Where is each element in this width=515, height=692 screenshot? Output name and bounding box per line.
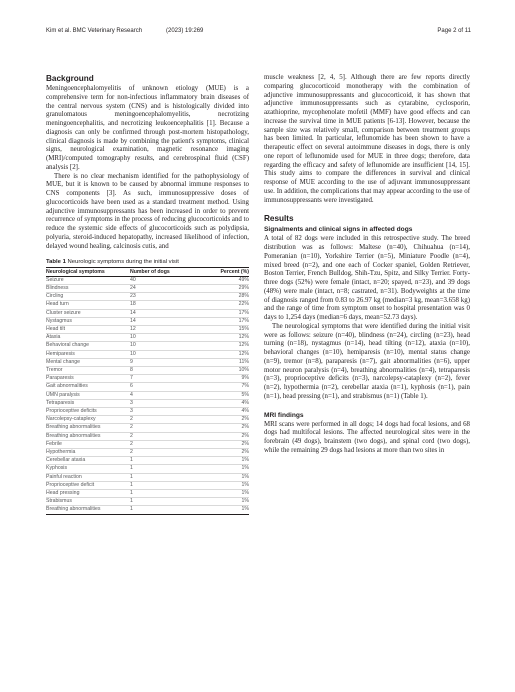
table-header-count: Number of dogs <box>130 268 208 277</box>
symptom-cell: Cerebellar ataxia <box>46 457 130 465</box>
count-cell: 40 <box>130 276 208 284</box>
symptom-cell: UMN paralysis <box>46 391 130 399</box>
table-row <box>46 506 249 514</box>
count-cell: 7 <box>130 375 208 383</box>
symptom-cell: Mental change <box>46 358 130 366</box>
table-row <box>46 391 249 399</box>
count-cell: 12 <box>130 325 208 333</box>
percent-cell: 28% <box>208 293 249 301</box>
table-header-symptoms: Neurological symptoms <box>46 268 130 277</box>
table-row <box>46 457 249 465</box>
symptom-cell: Behavioral change <box>46 342 130 350</box>
symptom-cell: Head pressing <box>46 490 130 498</box>
percent-cell: 17% <box>208 317 249 325</box>
count-cell: 14 <box>130 317 208 325</box>
count-cell: 23 <box>130 293 208 301</box>
percent-cell: 1% <box>208 457 249 465</box>
symptom-cell: Gait abnormalities <box>46 383 130 391</box>
count-cell: 10 <box>130 342 208 350</box>
symptom-cell: Paraparesis <box>46 375 130 383</box>
symptom-cell: Nystagmus <box>46 317 130 325</box>
running-header <box>46 28 471 40</box>
table-row <box>46 301 249 309</box>
symptom-cell: Painful reaction <box>46 473 130 481</box>
percent-cell: 7% <box>208 383 249 391</box>
count-cell: 14 <box>130 309 208 317</box>
background-continuation: muscle weakness [2, 4, 5]. Although there are few reports directly comparing glucocorticoid monotherapy with the combination of adjunctive immunosuppressants and glucocorticoid, it has shown that adjunctive immunosuppressants such as cytarabine, cyclosporin, azathioprine, mycophenolate mofetil (MMF) have good effects and can increase the survival time in MUE patients [6-13]. However, because the sample size was relatively small, comparison between treatment groups has been limited. In particular, leflunomide has been shown to have a therapeutic effect on several autoimmune diseases in dogs, there is only one report of leflunomide used for MUE in three dogs; therefore, data regarding the efficacy and safety of leflunomide are insufficient [14, 15]. This study aims to compare the differences in survival and clinical response of MUE according to the use of adjuvant immunosuppressant use. In addition, the complications that may appear according to the use of immunosuppressants were investigated. <box>264 74 470 204</box>
percent-cell: 4% <box>208 399 249 407</box>
percent-cell: 9% <box>208 375 249 383</box>
symptom-cell: Kyphosis <box>46 465 130 473</box>
background-paragraph-1: Meningoencephalomyelitis of unknown etiology (MUE) is a comprehensive term for non-infectious inflammatory brain diseases of the central nervous system (CNS) and is histologically divided into granulomatous meningoencephalomyelitis, necrotizing meningoencephalitis, and necrotizing leukoencephalitis [1]. Because a diagnosis can only be confirmed through post-mortem histopathology, clinical diagnosis is made by combining the patient's symptoms, clinical signs, neurological examination, magnetic resonance imaging (MRI)/computed tomography results, and cerebrospinal fluid (CSF) analysis [2]. <box>46 85 249 171</box>
symptom-cell: Hemiparesis <box>46 350 130 358</box>
volume-info: (2023) 19:269 <box>166 28 204 34</box>
table-caption-text: Neurologic symptoms during the initial visit <box>67 259 179 266</box>
symptom-cell: Head turn <box>46 301 130 309</box>
percent-cell: 2% <box>208 424 249 432</box>
percent-cell: 4% <box>208 408 249 416</box>
background-heading: Background <box>46 74 94 83</box>
symptom-cell: Blindness <box>46 284 130 292</box>
mri-findings-heading: MRI findings <box>264 411 304 419</box>
percent-cell: 1% <box>208 490 249 498</box>
table-row <box>46 498 249 506</box>
count-cell: 4 <box>130 391 208 399</box>
table-caption <box>46 259 249 265</box>
count-cell: 10 <box>130 334 208 342</box>
count-cell: 2 <box>130 432 208 440</box>
table-row <box>46 350 249 358</box>
table-header-row <box>46 268 249 277</box>
count-cell: 2 <box>130 440 208 448</box>
percent-cell: 1% <box>208 506 249 514</box>
symptom-cell: Proprioceptive deficits <box>46 408 130 416</box>
right-column <box>264 74 470 456</box>
table-header-percent: Percent (%) <box>208 268 249 277</box>
percent-cell: 2% <box>208 449 249 457</box>
symptom-cell: Seizure <box>46 276 130 284</box>
symptom-cell: Proprioceptive deficit <box>46 481 130 489</box>
table-row <box>46 293 249 301</box>
count-cell: 10 <box>130 350 208 358</box>
table-row <box>46 342 249 350</box>
percent-cell: 12% <box>208 342 249 350</box>
symptom-cell: Hypothermia <box>46 449 130 457</box>
table-row <box>46 366 249 374</box>
signalments-paragraph-2: The neurological symptoms that were identified during the initial visit were as follows: seizure (n=40), blindness (n=24), circling (n=23), head turning (n=18), nystagmus (n=14), head tilting (n=12), ataxia (n=10), behavioral changes (n=10), hemiparesis (n=10), mental status change (n=9), tremor (n=8), paraparesis (n=7), gait abnormalities (n=6), upper motor neuron paralysis (n=4), breathing abnormalities (n=4), tetraparesis (n=3), proprioceptive deficits (n=3), narcolepsy-cataplexy (n=2), fever (n=2), hypothermia (n=2), cerebellar ataxia (n=1), kyphosis (n=1), pain (n=1), head pressing (n=1), and strabismus (n=1) (Table 1). <box>264 322 470 400</box>
symptom-cell: Ataxia <box>46 334 130 342</box>
count-cell: 1 <box>130 465 208 473</box>
table-row <box>46 309 249 317</box>
count-cell: 1 <box>130 481 208 489</box>
percent-cell: 1% <box>208 498 249 506</box>
table-row <box>46 276 249 284</box>
table-row <box>46 408 249 416</box>
page-number: Page 2 of 11 <box>437 28 471 34</box>
symptom-cell: Tetraparesis <box>46 399 130 407</box>
count-cell: 2 <box>130 424 208 432</box>
percent-cell: 1% <box>208 465 249 473</box>
table-row <box>46 490 249 498</box>
symptom-cell: Narcolepsy-cataplexy <box>46 416 130 424</box>
symptom-cell: Febrile <box>46 440 130 448</box>
table-body <box>46 276 249 514</box>
signalments-heading: Signalments and clinical signs in affected dogs <box>264 226 413 234</box>
count-cell: 9 <box>130 358 208 366</box>
symptom-cell: Circling <box>46 293 130 301</box>
signalments-paragraph-1: A total of 82 dogs were included in this retrospective study. The breed distribution was as follows: Maltese (n=40), Chihuahua (n=14), Pomeranian (n=10), Yorkshire Terrier (n=5), Miniature Poodle (n=4), mixed breed (n=2), and one each of Cocker spaniel, Golden Retriever, Boston Terrier, French Bulldog, Shih-Tzu, Spitz, and Silky Terrier. Forty-three dogs (52%) were female (intact, n=20; spayed, n=23), and 39 dogs (48%) were male (intact, n=8; castrated, n=31). Bodyweights at the time of diagnosis ranged from 0.83 to 26.97 kg (median=3 kg, mean=3.658 kg) and the range of time from symptom onset to hospital presentation was 0 days to 1,254 days (median=6 days, mean=52.73 days). <box>264 235 470 321</box>
table-row <box>46 358 249 366</box>
left-column <box>46 74 249 515</box>
count-cell: 18 <box>130 301 208 309</box>
table-row <box>46 416 249 424</box>
percent-cell: 1% <box>208 481 249 489</box>
percent-cell: 5% <box>208 391 249 399</box>
symptom-cell: Tremor <box>46 366 130 374</box>
symptom-cell: Breathing abnormalities <box>46 506 130 514</box>
count-cell: 1 <box>130 457 208 465</box>
symptom-cell: Breathing abnormalities <box>46 424 130 432</box>
count-cell: 1 <box>130 506 208 514</box>
percent-cell: 2% <box>208 416 249 424</box>
table-row <box>46 465 249 473</box>
percent-cell: 15% <box>208 325 249 333</box>
symptom-cell: Strabismus <box>46 498 130 506</box>
count-cell: 2 <box>130 449 208 457</box>
table-row <box>46 317 249 325</box>
journal-citation: Kim et al. BMC Veterinary Research <box>46 28 143 34</box>
percent-cell: 49% <box>208 276 249 284</box>
table-row <box>46 449 249 457</box>
count-cell: 2 <box>130 416 208 424</box>
table-row <box>46 432 249 440</box>
percent-cell: 11% <box>208 358 249 366</box>
percent-cell: 1% <box>208 473 249 481</box>
percent-cell: 2% <box>208 440 249 448</box>
percent-cell: 29% <box>208 284 249 292</box>
table-caption-label: Table 1 <box>46 259 66 266</box>
table-row <box>46 440 249 448</box>
table-row <box>46 424 249 432</box>
symptom-cell: Cluster seizure <box>46 309 130 317</box>
table-row <box>46 473 249 481</box>
percent-cell: 12% <box>208 350 249 358</box>
count-cell: 3 <box>130 399 208 407</box>
background-paragraph-2: There is no clear mechanism identified for the pathophysiology of MUE, but it is known to be caused by abnormal immune responses to CNS components [3]. As such, immunosuppressive doses of glucocorticoids have been used as a standard treatment method. Using adjunctive immunosuppressants has been increased in order to prevent recurrence of symptoms in the process of reducing glucocorticoids and to reduce the systemic side effects of glucocorticoids such as polydipsia, polyuria, steroid-induced hepatopathy, increased likelihood of infection, delayed wound healing, calcinosis cutis, and <box>46 172 249 250</box>
table-row <box>46 325 249 333</box>
table-row <box>46 284 249 292</box>
symptom-cell: Head tilt <box>46 325 130 333</box>
table-row <box>46 399 249 407</box>
table-row <box>46 375 249 383</box>
count-cell: 1 <box>130 498 208 506</box>
percent-cell: 17% <box>208 309 249 317</box>
table-row <box>46 481 249 489</box>
percent-cell: 12% <box>208 334 249 342</box>
count-cell: 1 <box>130 473 208 481</box>
symptom-cell: Breathing abnormalities <box>46 432 130 440</box>
table-row <box>46 383 249 391</box>
count-cell: 24 <box>130 284 208 292</box>
percent-cell: 22% <box>208 301 249 309</box>
table-row <box>46 334 249 342</box>
count-cell: 8 <box>130 366 208 374</box>
neurologic-symptoms-table <box>46 267 249 514</box>
results-heading: Results <box>264 214 294 224</box>
count-cell: 3 <box>130 408 208 416</box>
percent-cell: 2% <box>208 432 249 440</box>
count-cell: 6 <box>130 383 208 391</box>
count-cell: 1 <box>130 490 208 498</box>
mri-findings-paragraph: MRI scans were performed in all dogs; 14 dogs had focal lesions, and 68 dogs had multifocal lesions. The affected neurological sites were in the forebrain (49 dogs), brainstem (two dogs), and spinal cord (two dogs), while the remaining 29 dogs had lesions at more than two sites in <box>264 420 470 454</box>
percent-cell: 10% <box>208 366 249 374</box>
